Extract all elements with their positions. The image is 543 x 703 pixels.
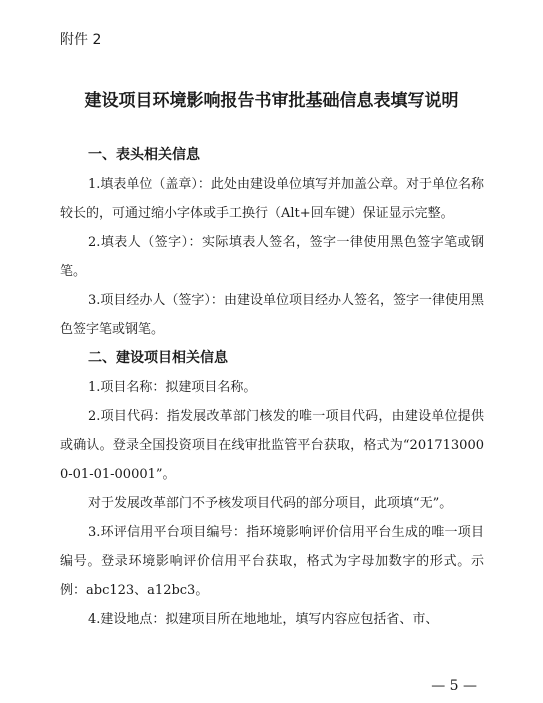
paragraph-project-handler: 3.项目经办人（签字）：由建设单位项目经办人签名，签字一律使用黑色签字笔或钢笔。 [60, 293, 484, 337]
paragraph-project-code: 2.项目代码：指发展改革部门核发的唯一项目代码，由建设单位提供或确认。登录全国投资项目在线审批监管平台获取，格式为“2017130000-01-01-00001”。 [60, 409, 484, 482]
paragraph-filler: 2.填表人（签字）：实际填表人签名，签字一律使用黑色签字笔或钢笔。 [60, 235, 484, 279]
paragraph-no-code-note: 对于发展改革部门不予核发项目代码的部分项目，此项填“无”。 [88, 496, 453, 511]
document-title: 建设项目环境影响报告书审批基础信息表填写说明 [84, 91, 459, 111]
paragraph-project-name: 1.项目名称：拟建项目名称。 [88, 380, 257, 395]
page-number: — 5 — [431, 678, 477, 694]
section-heading-project-info: 二、建设项目相关信息 [88, 350, 228, 366]
paragraph-construction-site: 4.建设地点：拟建项目所在地地址，填写内容应包括省、市、 [88, 612, 439, 627]
section-heading-header-info: 一、表头相关信息 [88, 147, 200, 163]
attachment-label: 附件 2 [60, 32, 102, 48]
paragraph-credit-platform-number: 3.环评信用平台项目编号：指环境影响评价信用平台生成的唯一项目编号。登录环境影响评价信用平台获取，格式为字母加数字的形式。示例：abc123、a12bc3。 [60, 525, 484, 598]
document-body [60, 141, 484, 634]
paragraph-fill-unit: 1.填表单位（盖章）：此处由建设单位填写并加盖公章。对于单位名称较长的，可通过缩小字体或手工换行（Alt+回车键）保证显示完整。 [60, 177, 484, 221]
